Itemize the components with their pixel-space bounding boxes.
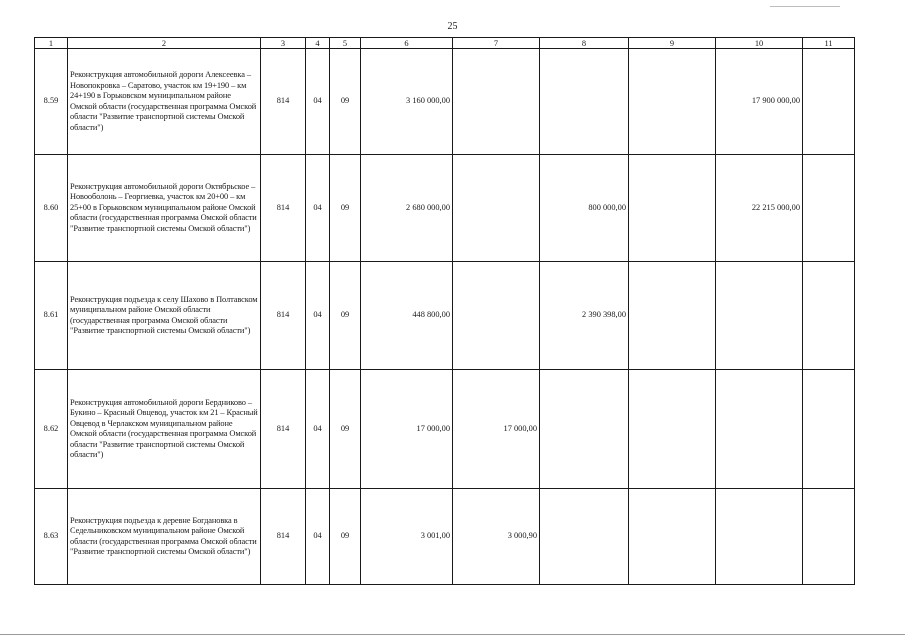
amount-col-9 [629,262,716,370]
column-header: 5 [330,38,361,49]
project-name: Реконструкция автомобильной дороги Бердниково – Букино – Красный Овцевод, участок км 21 – Красный Овцевод в Черлакском муниципальном районе Омской области (государственная программа Омской области "Развитие транспортной системы Омской области") [68,370,261,489]
amount-col-10 [716,489,803,585]
table-row [35,489,855,585]
subsection-code: 09 [330,489,361,585]
row-number: 8.63 [35,489,68,585]
row-number: 8.61 [35,262,68,370]
page-number: 25 [447,21,458,32]
amount-col-7: 17 000,00 [453,370,540,489]
ministry-code: 814 [261,262,306,370]
amount-col-8: 2 390 398,00 [540,262,629,370]
amount-col-10: 17 900 000,00 [716,49,803,155]
ministry-code: 814 [261,49,306,155]
ministry-code: 814 [261,370,306,489]
column-header: 4 [306,38,330,49]
row-number: 8.59 [35,49,68,155]
amount-col-9 [629,489,716,585]
amount-col-9 [629,155,716,262]
amount-col-9 [629,370,716,489]
section-code: 04 [306,370,330,489]
column-header: 8 [540,38,629,49]
column-number-row [35,38,855,49]
amount-col-6: 2 680 000,00 [361,155,453,262]
amount-col-8 [540,49,629,155]
amount-col-6: 448 800,00 [361,262,453,370]
amount-col-10 [716,262,803,370]
amount-col-8 [540,489,629,585]
amount-col-6: 3 001,00 [361,489,453,585]
section-code: 04 [306,262,330,370]
ministry-code: 814 [261,489,306,585]
table-row [35,155,855,262]
amount-col-10: 22 215 000,00 [716,155,803,262]
subsection-code: 09 [330,262,361,370]
amount-col-9 [629,49,716,155]
column-header: 7 [453,38,540,49]
project-name: Реконструкция подъезда к деревне Богдановка в Седельниковском муниципальном районе Омской области (государственная программа Омской области "Развитие транспортной системы Омской области") [68,489,261,585]
column-header: 2 [68,38,261,49]
column-header: 6 [361,38,453,49]
top-margin-line [770,6,840,7]
amount-col-11 [803,489,855,585]
column-header: 11 [803,38,855,49]
amount-col-6: 3 160 000,00 [361,49,453,155]
amount-col-6: 17 000,00 [361,370,453,489]
amount-col-8 [540,370,629,489]
amount-col-11 [803,49,855,155]
project-name: Реконструкция автомобильной дороги Алексеевка – Новопокровка – Саратово, участок км 19+190 – км 24+190 в Горьковском муниципальном районе Омской области (государственная программа Омской области "Развитие транспортной системы Омской области") [68,49,261,155]
amount-col-7 [453,262,540,370]
budget-table [34,37,855,585]
amount-col-7: 3 000,90 [453,489,540,585]
table-row [35,370,855,489]
bottom-page-edge [0,634,905,635]
column-header: 1 [35,38,68,49]
table-row [35,262,855,370]
section-code: 04 [306,49,330,155]
column-header: 9 [629,38,716,49]
subsection-code: 09 [330,49,361,155]
amount-col-11 [803,155,855,262]
amount-col-11 [803,370,855,489]
amount-col-8: 800 000,00 [540,155,629,262]
amount-col-11 [803,262,855,370]
table-row [35,49,855,155]
section-code: 04 [306,155,330,262]
subsection-code: 09 [330,370,361,489]
row-number: 8.60 [35,155,68,262]
project-name: Реконструкция подъезда к селу Шахово в Полтавском муниципальном районе Омской области (государственная программа Омской области "Развитие транспортной системы Омской области") [68,262,261,370]
amount-col-10 [716,370,803,489]
project-name: Реконструкция автомобильной дороги Октябрьское – Новооболонь – Георгиевка, участок км 20+00 – км 25+00 в Горьковском муниципальном районе Омской области (государственная программа Омской области "Развитие транспортной системы Омской области") [68,155,261,262]
amount-col-7 [453,49,540,155]
subsection-code: 09 [330,155,361,262]
section-code: 04 [306,489,330,585]
amount-col-7 [453,155,540,262]
row-number: 8.62 [35,370,68,489]
column-header: 3 [261,38,306,49]
ministry-code: 814 [261,155,306,262]
column-header: 10 [716,38,803,49]
